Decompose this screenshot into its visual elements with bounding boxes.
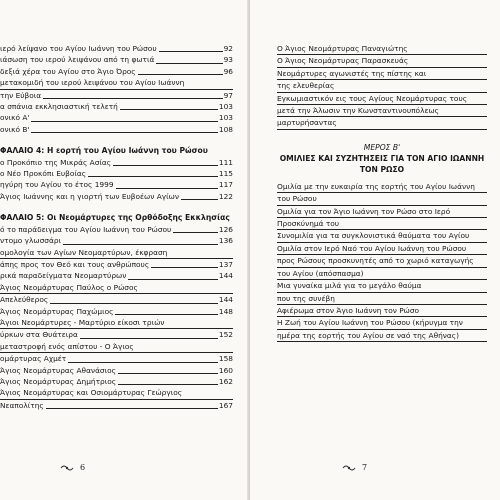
toc-leader-line <box>88 176 218 177</box>
toc-entry <box>277 305 487 317</box>
toc-entry <box>277 55 487 67</box>
toc-entry-title: Νεομάρτυρες αγωνιστές της πίστης και <box>277 68 427 78</box>
toc-entry <box>0 90 233 101</box>
toc-entry <box>0 400 233 411</box>
toc-entry-title: ομολογία των Αγίων Νεομαρτύρων, έκφραση <box>0 247 168 257</box>
toc-entry <box>277 317 487 329</box>
toc-entry <box>277 230 487 242</box>
toc-entry-title: Άγιος Νεομάρτυρας και Οσιομάρτυρας Γεώργιος <box>0 388 183 398</box>
toc-entry <box>0 54 233 65</box>
toc-entry <box>0 317 233 329</box>
toc-entry <box>0 66 233 77</box>
toc-leader-line <box>113 165 218 166</box>
toc-entry-page: 122 <box>218 191 233 201</box>
toc-entry-page: 162 <box>218 376 233 386</box>
toc-entry-title: Ομιλία στον Ιερό Ναό του Αγίου Ιωάννη του Ρώσου <box>277 243 467 253</box>
left-page-footer <box>60 463 85 472</box>
toc-entry-title: Ο Άγιος Νεομάρτυρας Παναγιώτης <box>277 44 408 53</box>
toc-entry-page: 111 <box>218 157 233 167</box>
toc-entry <box>277 218 487 230</box>
toc-entry-page: 96 <box>223 66 233 76</box>
toc-entry-title: της ελευθερίας <box>277 81 335 91</box>
toc-entry-title: ο Νέο Προκόπι Ευβοίας <box>0 169 87 179</box>
toc-entry <box>0 376 233 387</box>
toc-leader-line <box>156 63 222 64</box>
toc-entry <box>277 68 487 80</box>
toc-leader-line <box>118 373 218 374</box>
toc-entry-title: Ομιλία με την ευκαιρία της εορτής του Αγίου Ιωάννη <box>277 181 475 191</box>
toc-entry-title: ημέρα της εορτής του Αγίου σε ναό της Αθήνας) <box>277 330 460 340</box>
toc-leader-line <box>31 121 217 122</box>
right-top-entries <box>277 43 487 130</box>
toc-entry <box>277 181 487 193</box>
toc-entry-page: 117 <box>218 180 233 190</box>
toc-entry-title: ντομο γλωσσάρι <box>0 236 62 246</box>
toc-leader-line <box>46 408 218 409</box>
toc-entry-page: 93 <box>223 55 233 65</box>
toc-leader-line <box>68 362 218 363</box>
toc-entry-title: ιάσωση του ιερού λειψάνου από τη φωτιά <box>0 55 155 65</box>
toc-entry <box>277 93 487 105</box>
toc-entry <box>277 255 487 267</box>
toc-entry-title: Συνομιλία για τα συγκλονιστικά θαύματα του Αγίου <box>277 231 470 241</box>
toc-leader-line <box>80 338 218 339</box>
toc-entry <box>0 168 233 179</box>
toc-entry <box>277 330 487 342</box>
toc-entry-page: 115 <box>218 169 233 179</box>
toc-entry-title: ο Προκόπιο της Μικράς Ασίας <box>0 157 112 167</box>
toc-entry <box>0 224 233 235</box>
toc-entry <box>0 259 233 270</box>
toc-entry <box>0 77 233 89</box>
toc-entry <box>0 306 233 317</box>
toc-entry <box>277 117 487 129</box>
toc-entry <box>277 243 487 255</box>
chapter-title: ΦΑΛΑΙΟ 4: Η εορτή του Αγίου Ιωάννη του Ρώσου <box>0 146 208 156</box>
toc-entry-title: που της συνέβη <box>277 293 335 303</box>
right-page <box>250 0 500 500</box>
ornament-icon <box>342 464 356 472</box>
left-page-number: 6 <box>80 463 86 472</box>
toc-entry-title: Απελεύθερος <box>0 295 49 305</box>
toc-entry-page: 152 <box>218 330 233 340</box>
toc-entry-page: 108 <box>218 124 233 134</box>
toc-entry-page: 148 <box>218 306 233 316</box>
toc-entry <box>0 235 233 246</box>
toc-leader-line <box>31 132 217 133</box>
toc-entry <box>0 247 233 259</box>
toc-leader-line <box>181 199 218 200</box>
toc-entry <box>0 43 233 54</box>
toc-entry-page: 144 <box>218 271 233 281</box>
left-table-of-contents <box>0 43 233 411</box>
toc-entry <box>277 206 487 218</box>
toc-leader-line <box>173 232 218 233</box>
toc-entry-title: άπης προς τον Θεό και τους ανθρώπους <box>0 259 150 269</box>
toc-entry <box>0 124 233 135</box>
toc-entry <box>0 365 233 376</box>
toc-entry <box>277 193 487 205</box>
toc-leader-line <box>138 74 223 75</box>
toc-entry-title: μετακομιδή του ιερού λειψάνου του Αγίου Ιωάννη <box>0 78 185 88</box>
toc-entry <box>0 191 233 202</box>
toc-entry-page: 158 <box>218 354 233 364</box>
toc-leader-line <box>116 188 218 189</box>
toc-entry-title: ομάρτυρας Αχμέτ <box>0 354 67 364</box>
toc-entry <box>0 101 233 112</box>
toc-entry-title: ό το παράδειγμα του Αγίου Ιωάννη του Ρώσου <box>0 224 172 234</box>
toc-entry <box>0 294 233 305</box>
part-heading-title-cont: ΤΟΝ ΡΩΣΟ <box>359 164 405 174</box>
toc-leader-line <box>151 267 218 268</box>
toc-entry-page: 97 <box>223 90 233 100</box>
toc-entry-page: 92 <box>223 44 233 53</box>
toc-leader-line <box>118 384 218 385</box>
toc-entry <box>0 353 233 364</box>
toc-entry <box>277 268 487 280</box>
toc-entry-page: 103 <box>218 113 233 123</box>
toc-leader-line <box>159 51 223 52</box>
toc-leader-line <box>120 109 218 110</box>
part-heading-title: ΟΜΙΛΙΕΣ ΚΑΙ ΣΥΖΗΤΗΣΕΙΣ ΓΙΑ ΤΟΝ ΑΓΙΟ ΙΩΑΝΝΗ <box>279 153 485 163</box>
toc-entry-title: μετά την Άλωσιν την Κωνσταντινουπόλεως <box>277 106 439 116</box>
toc-entry-title: ονικό Α' <box>0 113 30 123</box>
toc-entry-page: 103 <box>218 102 233 112</box>
toc-entry-title: Άγιος Νεομάρτυρας Αθανάσιος <box>0 365 116 375</box>
right-bottom-entries <box>277 181 487 342</box>
toc-entry-title: α σπάνια εκκλησιαστική τελετή <box>0 102 118 112</box>
right-table-of-contents <box>277 43 487 342</box>
toc-entry-title: Προσκύνημά του <box>277 219 340 229</box>
toc-entry-title: ηγύρη του Αγίου το έτος 1999 <box>0 180 114 190</box>
toc-leader-line <box>50 303 218 304</box>
toc-entry-title: Η Ζωή του Αγίου Ιωάννη του Ρώσου (κήρυγμα την <box>277 318 463 328</box>
toc-entry-title: Ομιλία για τον Άγιο Ιωάννη τον Ρώσο στο Ιερό <box>277 206 451 216</box>
toc-entry-title: Νεαπολίτης <box>0 400 44 410</box>
toc-entry <box>0 179 233 190</box>
toc-entry-page: 126 <box>218 224 233 234</box>
toc-entry-title: Μια γυναίκα μιλά για το μεγάλο θαύμα <box>277 281 422 291</box>
part-heading-label: ΜΕΡΟΣ Β' <box>363 142 401 152</box>
toc-leader-line <box>63 244 218 245</box>
toc-leader-line <box>128 279 218 280</box>
toc-entry <box>277 105 487 117</box>
toc-entry-page: 144 <box>218 295 233 305</box>
chapter-title: ΦΑΛΑΙΟ 5: Οι Νεομάρτυρες της Ορθόδοξης Εκκλησίας <box>0 213 230 223</box>
toc-entry-page: 160 <box>218 365 233 375</box>
toc-entry-title: Άγιος Νεομάρτυρας Παχώμιος <box>0 306 114 316</box>
toc-entry <box>0 329 233 340</box>
toc-entry <box>0 157 233 168</box>
right-page-footer <box>342 463 367 472</box>
toc-entry-title: Εγκωμιαστικόν εις τους Αγίους Νεομάρτυρας τους <box>277 93 468 103</box>
toc-entry <box>0 112 233 123</box>
toc-entry <box>0 282 233 294</box>
toc-leader-line <box>43 98 222 99</box>
toc-entry <box>0 341 233 353</box>
toc-entry-title: του Ρώσου <box>277 194 317 204</box>
toc-entry <box>277 293 487 305</box>
toc-entry <box>277 43 487 55</box>
toc-entry-title: του Αγίου (απόσπασμα) <box>277 268 364 278</box>
toc-entry-title: Άγιος Ιωάννης και η γιορτή των Ευβοέων Αγίων <box>0 191 179 201</box>
toc-entry-title: ύρκων στα Θυάτειρα <box>0 330 78 340</box>
toc-entry <box>277 80 487 92</box>
toc-entry-page: 137 <box>218 259 233 269</box>
toc-entry-page: 136 <box>218 236 233 246</box>
toc-entry-title: ονικό Β' <box>0 124 30 134</box>
toc-entry-title: προς Ρώσους προσκυνητές από το χωριό καταγωγής <box>277 256 474 266</box>
toc-entry-title: Άγιος Νεομάρτυρας Παύλος ο Ρώσος <box>0 282 138 292</box>
toc-entry-title: ιερό λείψανο του Αγίου Ιωάννη του Ρώσου <box>0 44 157 53</box>
toc-entry-title: Άγιοι Νεομάρτυρες - Μαρτύριο είκοσι τριών <box>0 317 165 327</box>
toc-entry-title: μεταστροφή ενός απίστου - Ο Άγιος <box>0 341 134 351</box>
toc-entry-title: Αφιέρωμα στον Άγιο Ιωάννη τον Ρώσο <box>277 305 420 315</box>
toc-entry <box>277 280 487 292</box>
toc-entry-page: 167 <box>218 400 233 410</box>
toc-entry-title: ρικά παραδείγματα Νεομαρτύρων <box>0 271 127 281</box>
toc-entry-title: την Εύβοια <box>0 90 42 100</box>
right-page-number: 7 <box>362 463 368 472</box>
toc-entry <box>0 270 233 281</box>
toc-entry <box>0 387 233 399</box>
toc-entry-title: Άγιος Νεομάρτυρας Δημήτριος <box>0 376 117 386</box>
ornament-icon <box>60 464 74 472</box>
part-heading <box>277 142 487 175</box>
toc-entry-title: μαρτυρήσαντας <box>277 118 337 128</box>
toc-leader-line <box>115 314 217 315</box>
toc-entry-title: Ο Άγιος Νεομάρτυρας Παρασκευάς <box>277 56 409 66</box>
toc-entry-title: δεξιά χέρα του Αγίου στο Άγιο Όρος <box>0 66 136 76</box>
